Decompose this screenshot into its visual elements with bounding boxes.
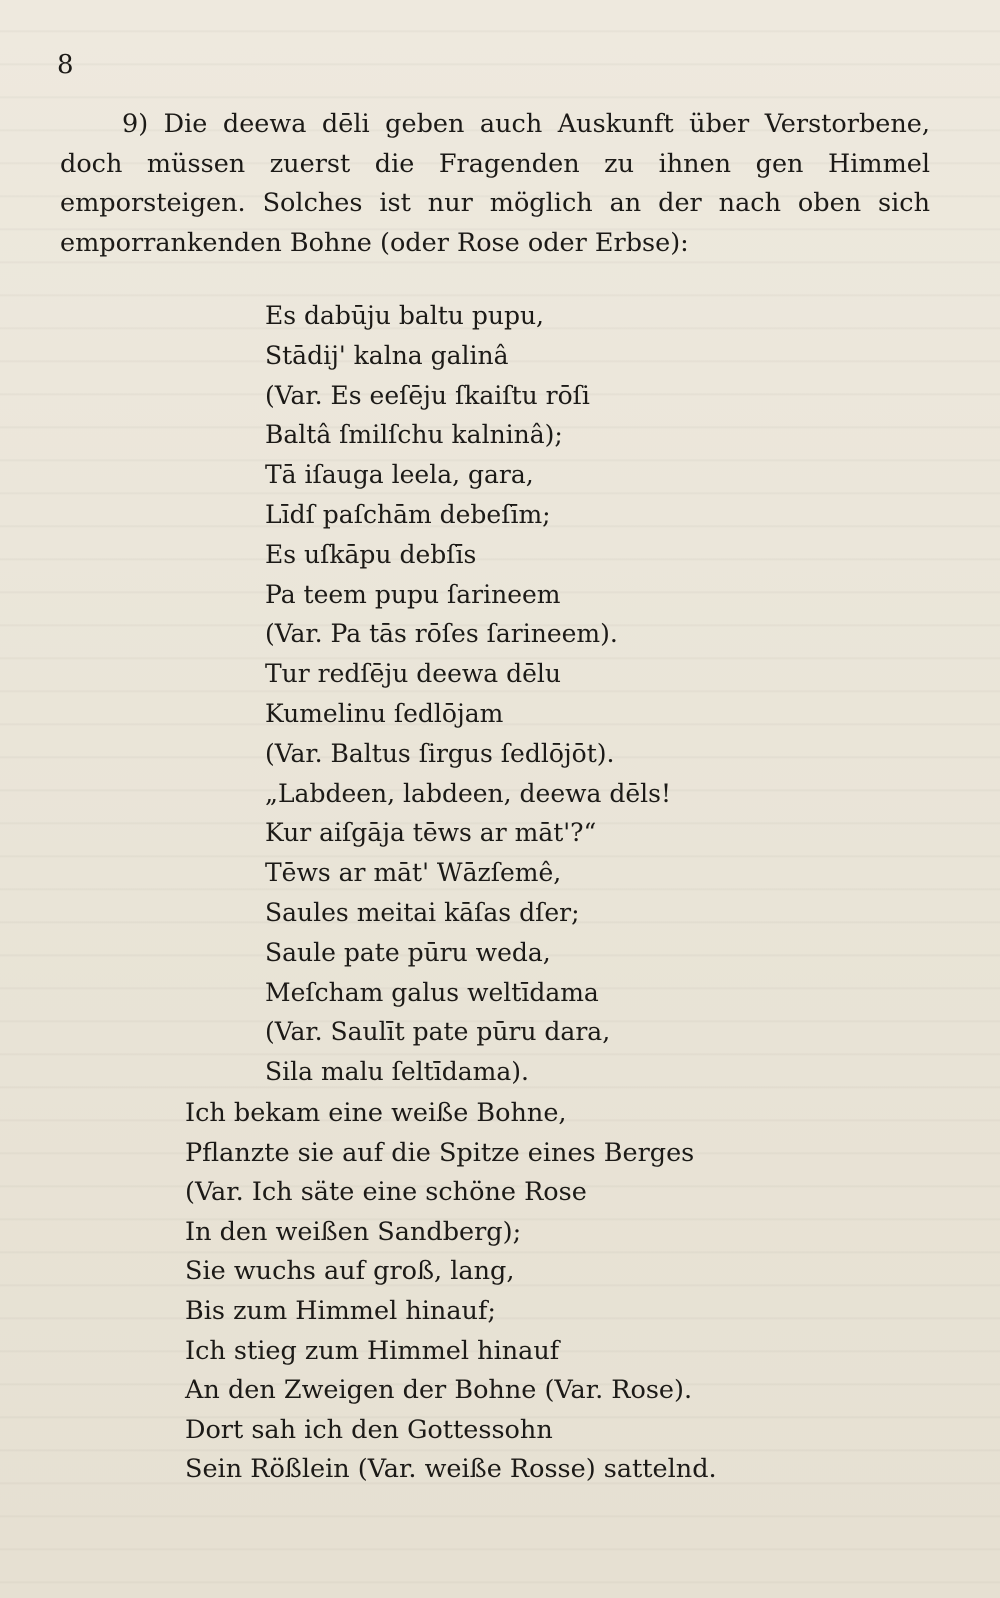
verse-line: Sila malu ſeltīdama). — [265, 1057, 529, 1087]
verse-line: Tā iſauga leela, gara, — [265, 460, 534, 490]
translation-line: Dort sah ich den Gottessohn — [185, 1414, 553, 1445]
verse-line: Tur redſēju deewa dēlu — [265, 659, 562, 689]
german-translation — [185, 1094, 717, 1490]
page-number: 8 — [57, 50, 74, 80]
verse-line: Es uſkāpu debſīs — [265, 539, 477, 569]
verse-line: Pa teem pupu ſarineem — [265, 579, 561, 609]
verse-line: Stādij' kalna galinâ — [265, 340, 509, 370]
verse-line: „Labdeen, labdeen, deewa dēls! — [265, 778, 672, 808]
verse-line: Saules meitai kāſas dſer; — [265, 897, 580, 927]
translation-line: An den Zweigen der Bohne (Var. Rose). — [185, 1375, 693, 1406]
verse-line: (Var. Baltus ſirgus ſedlōjōt). — [265, 738, 615, 768]
latvian-verse — [265, 296, 671, 1092]
translation-line: (Var. Ich säte eine schöne Rose — [185, 1177, 587, 1208]
translation-line: Ich stieg zum Himmel hinauf — [185, 1335, 560, 1366]
translation-line: Bis zum Himmel hinauf; — [185, 1295, 496, 1326]
verse-line: (Var. Pa tās rōſes ſarineem). — [265, 619, 618, 649]
verse-line: (Var. Saulīt pate pūru dara, — [265, 1017, 611, 1047]
verse-line: (Var. Es eeſēju ſkaiſtu rōſi — [265, 380, 590, 410]
verse-line: Kur aiſgāja tēws ar māt'?“ — [265, 818, 597, 848]
intro-paragraph-block — [60, 105, 930, 263]
verse-line: Kumelinu ſedlōjam — [265, 698, 504, 728]
verse-line: Es dabūju baltu pupu, — [265, 301, 544, 330]
translation-line: Pflanzte sie auf die Spitze eines Berges — [185, 1137, 695, 1168]
translation-line: Sie wuchs auf groß, lang, — [185, 1256, 515, 1287]
verse-line: Baltâ ſmilſchu kalninâ); — [265, 420, 563, 450]
translation-line: Sein Rößlein (Var. weiße Rosse) sattelnd. — [185, 1454, 717, 1485]
verse-line: Līdſ paſchām debeſīm; — [265, 499, 551, 529]
verse-line: Meſcham galus weltīdama — [265, 977, 599, 1007]
verse-line: Tēws ar māt' Wāzſemê, — [265, 858, 562, 888]
verse-line: Saule pate pūru weda, — [265, 937, 551, 967]
translation-line: Ich bekam eine weiße Bohne, — [185, 1098, 567, 1128]
translation-line: In den weißen Sandberg); — [185, 1216, 522, 1247]
intro-paragraph: 9) Die deewa dēli geben auch Auskunft über Verstorbene, doch müssen zuerst die Fragenden zu ihnen gen Himmel emporsteigen. Solches ist nur möglich an der nach oben sich emporrankenden Bohne (oder Rose oder Erbse): — [60, 109, 930, 258]
